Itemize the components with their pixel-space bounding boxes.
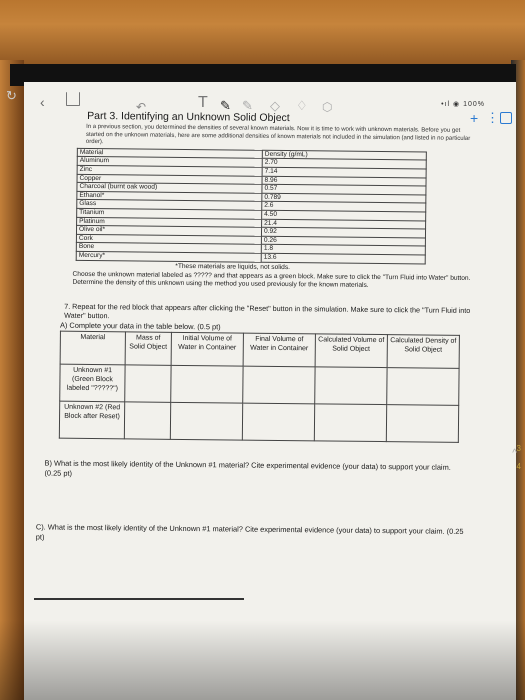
material-density: 2.70 — [262, 159, 426, 169]
tablet-frame-left — [0, 60, 24, 700]
material-name: Charcoal (burnt oak wood) — [77, 183, 262, 194]
question-7: 7. Repeat for the red block that appears after clicking the "Reset" button in the simulation. Make sure to click the "Turn Fluid into Water" button. — [64, 301, 471, 320]
data-cell[interactable] — [242, 403, 314, 441]
chevron-left-icon[interactable]: ‹ — [40, 94, 45, 110]
table-header-cell: Mass of Solid Object — [125, 331, 171, 364]
material-density: 0.789 — [262, 193, 426, 203]
table-header-cell: Final Volume of Water in Container — [243, 333, 315, 367]
liquids-note: *These materials are liquids, not solids. — [175, 262, 291, 271]
table-header-cell: Material — [60, 331, 125, 365]
chevron-up-icon[interactable]: ^ — [512, 448, 517, 459]
data-cell[interactable] — [170, 365, 243, 403]
intro-text: In a previous section, you determined the densities of several known materials. Now it is time to work with unknown materials. Before you get started on the unknown materials, here are some additional densities of known materials not included in the simulation (and listed in no particular order). — [85, 123, 471, 146]
table-header-cell: Calculated Density of Solid Object — [387, 334, 459, 368]
material-name: Aluminum — [77, 157, 262, 168]
pages-icon[interactable] — [500, 112, 512, 124]
eraser-icon[interactable]: ◇ — [270, 98, 280, 113]
tablet-frame-top — [0, 0, 525, 70]
question-b: B) What is the most likely identity of the Unknown #1 material? Cite experimental evidence (your data) to support your claim. (0.25 pt) — [44, 458, 451, 478]
material-density: 13.6 — [261, 253, 425, 263]
material-name: Zinc — [77, 165, 262, 176]
table-header-cell: Density (g/mL) — [262, 150, 426, 160]
material-name: Ethanol* — [77, 191, 262, 202]
materials-table — [76, 148, 427, 264]
table-header-cell: Material — [77, 148, 262, 159]
question-7a: A) Complete your data in the table below. (0.5 pt) — [59, 320, 221, 331]
material-name: Copper — [77, 174, 262, 185]
instructions-text: Choose the unknown material labeled as ????? and that appears as a green block. Make sure to click the "Turn Fluid into Water" button. Determine the density of this unknown using the method you used previously for the known materials. — [72, 270, 471, 289]
side-mark: 3 — [516, 444, 521, 453]
undo-icon[interactable]: ↶ — [136, 100, 147, 114]
table-row — [59, 401, 458, 442]
data-cell[interactable] — [314, 403, 386, 441]
shape-tool-icon[interactable]: ⬡ — [322, 100, 333, 114]
data-cell[interactable] — [387, 367, 459, 405]
table-row — [60, 331, 459, 368]
material-density: 7.14 — [262, 167, 426, 177]
material-name: Platinum — [77, 217, 262, 228]
data-cell[interactable] — [386, 404, 458, 442]
worksheet-page — [35, 109, 485, 547]
material-name: Glass — [77, 200, 262, 211]
material-density: 1.8 — [261, 245, 425, 255]
highlighter-icon[interactable]: ✎ — [242, 98, 253, 113]
material-name: Cork — [76, 234, 261, 245]
material-name: Olive oil* — [76, 225, 261, 236]
material-name: Bone — [76, 243, 261, 254]
data-cell[interactable] — [124, 401, 170, 438]
text-tool-button[interactable]: T — [198, 94, 208, 111]
material-density: 0.26 — [261, 236, 425, 246]
page-side-marks — [517, 440, 521, 476]
scrollbar[interactable] — [34, 598, 244, 600]
table-header-cell: Initial Volume of Water in Container — [171, 332, 244, 366]
material-density: 21.4 — [262, 219, 426, 229]
data-cell[interactable] — [170, 402, 243, 440]
row-label: Unknown #2 (Red Block after Reset) — [59, 401, 124, 439]
data-cell[interactable] — [315, 366, 387, 404]
material-density: 2.6 — [262, 202, 426, 212]
material-name: Mercury* — [76, 251, 261, 262]
material-name: Titanium — [77, 208, 262, 219]
material-density: 0.57 — [262, 184, 426, 194]
question-c: C). What is the most likely identity of the Unknown #1 material? Cite experimental evidence (your data) to support your claim. (0.25 pt) — [35, 521, 464, 542]
refresh-icon: ↻ — [6, 88, 17, 103]
material-density: 8.96 — [262, 176, 426, 186]
row-label: Unknown #1 (Green Block labeled "?????") — [60, 364, 125, 402]
data-cell[interactable] — [125, 364, 171, 401]
part-title: Part 3. Identifying an Unknown Solid Object — [87, 109, 290, 125]
more-icon[interactable]: ⋮ — [486, 110, 499, 125]
status-bar: •ıl ◉ 100% — [441, 101, 485, 108]
side-mark: 4 — [516, 462, 521, 471]
share-icon[interactable] — [66, 92, 80, 106]
material-density: 4.50 — [262, 210, 426, 220]
table-header-cell: Calculated Volume of Solid Object — [315, 333, 387, 367]
data-table — [59, 330, 460, 442]
lasso-icon[interactable]: ♢ — [296, 98, 308, 113]
pen-icon[interactable]: ✎ — [220, 98, 231, 113]
material-density: 0.92 — [261, 227, 425, 237]
data-cell[interactable] — [243, 366, 315, 404]
table-row — [60, 364, 459, 405]
add-page-icon[interactable]: + — [470, 110, 479, 126]
